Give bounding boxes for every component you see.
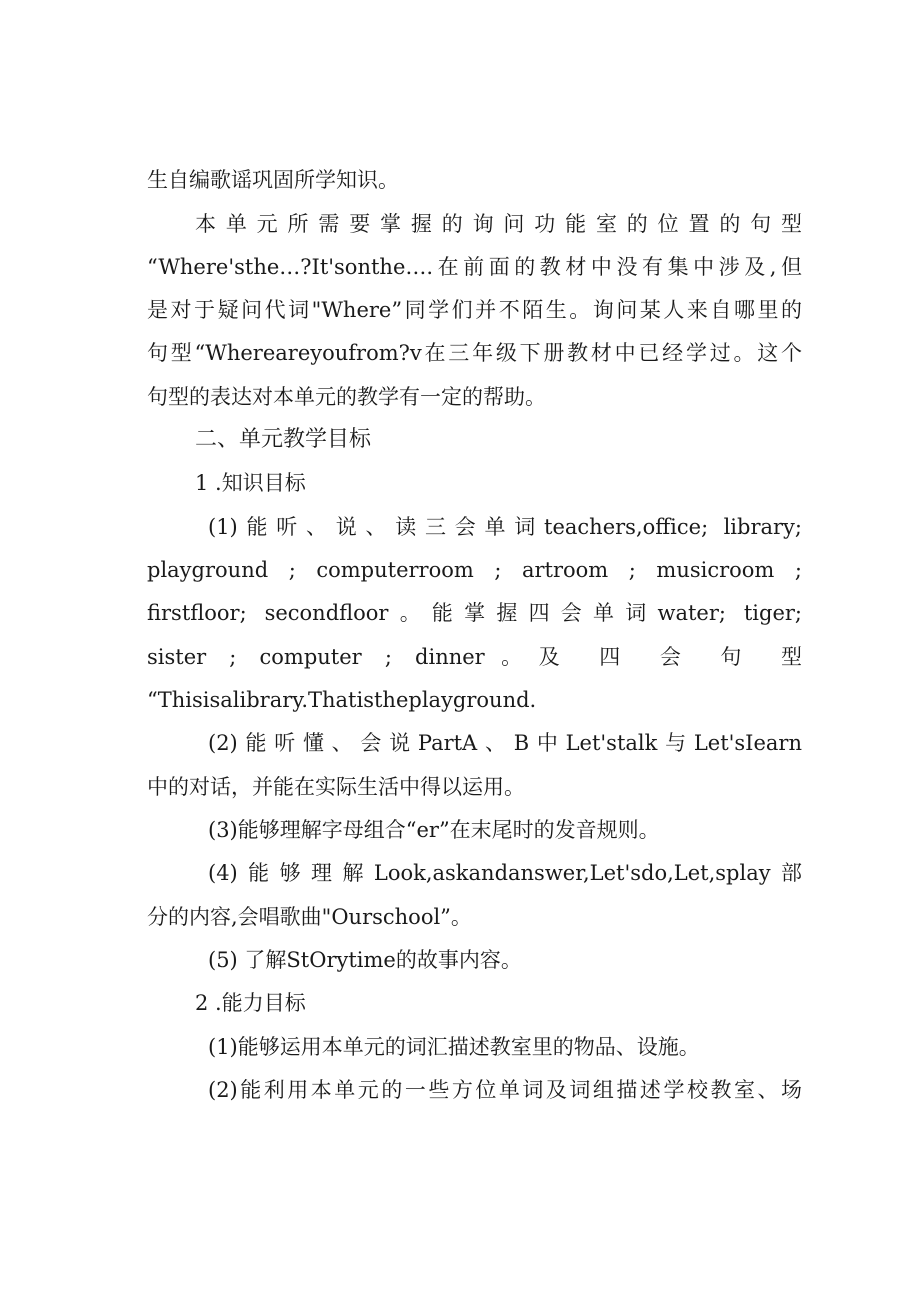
- text-line-6: 句型的表达对本单元的教学有一定的帮助。: [147, 385, 546, 409]
- subheading-ability: 2 .能力目标: [195, 991, 306, 1015]
- section-heading: 二、单元教学目标: [195, 427, 372, 452]
- text-line-3: “Where'sthe…?It'sonthe….在前面的教材中没有集中涉及,但: [147, 255, 802, 279]
- text-line-1: 生自编歌谣巩固所学知识。: [147, 168, 399, 192]
- subheading-knowledge: 1 .知识目标: [195, 471, 306, 495]
- text-line-13: “Thisisalibrary.Thatistheplayground.: [147, 688, 537, 712]
- text-line-12: sister ; computer ; dinner。及 四 会 句 型: [147, 645, 802, 669]
- text-line-21: (1)能够运用本单元的词汇描述教室里的物品、设施。: [208, 1035, 700, 1059]
- text-line-11: firstfloor; secondfloor。能掌握四会单词water; tiger;: [147, 601, 802, 625]
- text-line-5: 句型“Whereareyoufrom?v在三年级下册教材中已经学过。这个: [147, 341, 802, 365]
- text-line-18: 分的内容,会唱歌曲"Ourschool”。: [147, 905, 472, 929]
- text-line-10: playground ; computerroom ; artroom ; musicroom ;: [147, 558, 802, 582]
- text-line-14: (2)能听懂、会说PartA、B中Let'stalk与Let'sIearn: [208, 731, 802, 755]
- text-line-19: (5) 了解StOrytime的故事内容。: [208, 948, 522, 972]
- text-line-9: (1)能听、说、读三会单词teachers,office; library;: [208, 515, 802, 539]
- text-line-16: (3)能够理解字母组合“er”在末尾时的发音规则。: [208, 818, 660, 842]
- text-line-15: 中的对话，并能在实际生活中得以运用。: [147, 775, 525, 799]
- text-line-2: 本单元所需要掌握的询问功能室的位置的句型: [195, 212, 802, 236]
- text-line-4: 是对于疑问代词"Where”同学们并不陌生。询问某人来自哪里的: [147, 298, 802, 322]
- text-line-17: (4)能够理解Look,askandanswer,Let'sdo,Let,splay部: [208, 861, 802, 885]
- text-line-22: (2)能利用本单元的一些方位单词及词组描述学校教室、场: [208, 1078, 802, 1102]
